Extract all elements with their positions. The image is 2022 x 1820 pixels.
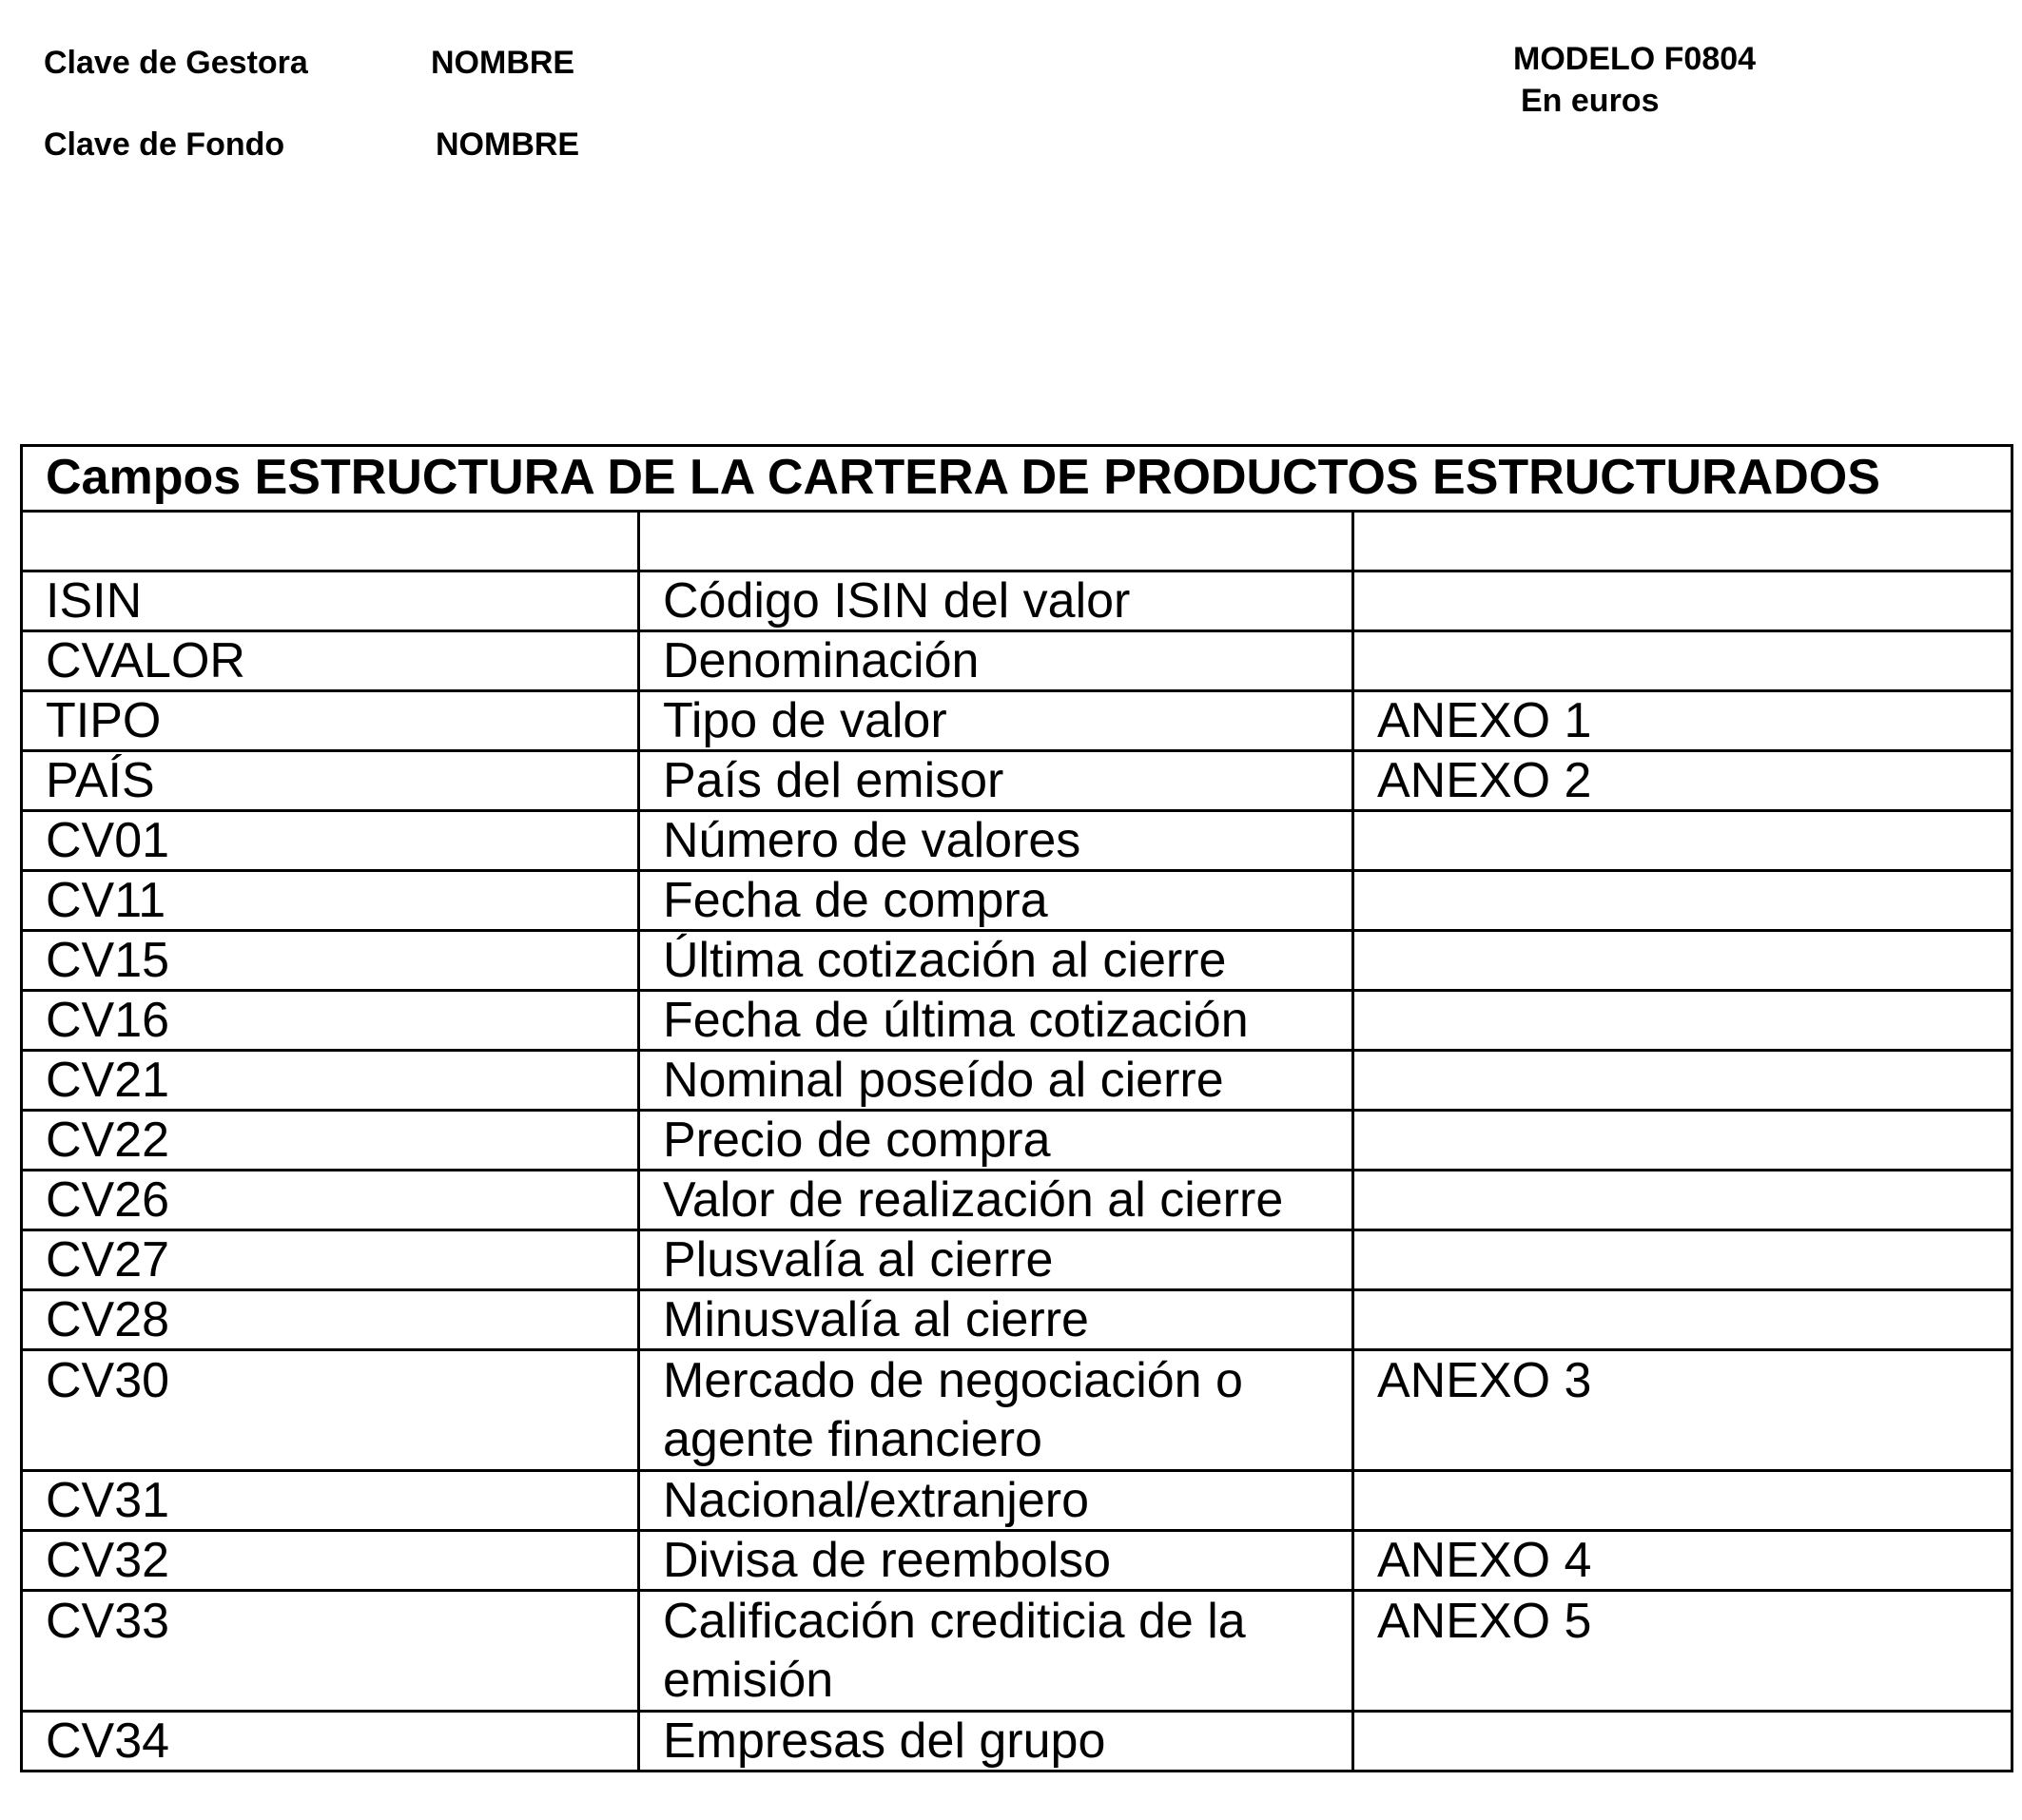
field-description-cell [639, 512, 1353, 571]
table-row [22, 571, 2012, 631]
annex-cell [1353, 1051, 2012, 1111]
table-title: Campos ESTRUCTURA DE LA CARTERA DE PRODUCTOS ESTRUCTURADOS [22, 446, 2012, 512]
field-code-cell: CV11 [22, 871, 639, 931]
table-row [22, 512, 2012, 571]
table-row [22, 1051, 2012, 1111]
field-description-cell: Última cotización al cierre [639, 931, 1353, 991]
fondo-nombre: NOMBRE [436, 126, 580, 163]
currency-note: En euros [1521, 83, 1660, 119]
table-row [22, 871, 2012, 931]
table-row [22, 1171, 2012, 1230]
annex-cell [1353, 512, 2012, 571]
field-description-cell: Valor de realización al cierre [639, 1171, 1353, 1230]
field-description-cell: Mercado de negociación o agente financiero [639, 1350, 1353, 1471]
table-row [22, 811, 2012, 871]
annex-cell [1353, 631, 2012, 691]
field-code-cell: TIPO [22, 691, 639, 751]
annex-cell: ANEXO 1 [1353, 691, 2012, 751]
field-description-cell: Nominal poseído al cierre [639, 1051, 1353, 1111]
field-code-cell: CVALOR [22, 631, 639, 691]
field-code-cell: CV32 [22, 1531, 639, 1591]
field-description-cell: Precio de compra [639, 1111, 1353, 1171]
field-description-cell: Minusvalía al cierre [639, 1290, 1353, 1350]
annex-cell: ANEXO 2 [1353, 751, 2012, 811]
field-description-cell: Código ISIN del valor [639, 571, 1353, 631]
annex-cell [1353, 1171, 2012, 1230]
field-description-cell: Fecha de última cotización [639, 991, 1353, 1051]
annex-cell: ANEXO 4 [1353, 1531, 2012, 1591]
table-row [22, 1350, 2012, 1471]
field-code-cell: CV34 [22, 1712, 639, 1772]
table-row [22, 1471, 2012, 1531]
annex-cell [1353, 811, 2012, 871]
field-code-cell: CV31 [22, 1471, 639, 1531]
modelo-code: MODELO F0804 [1513, 41, 1757, 77]
annex-cell: ANEXO 5 [1353, 1591, 2012, 1712]
field-code-cell: CV33 [22, 1591, 639, 1712]
field-description-cell: Número de valores [639, 811, 1353, 871]
fields-table [20, 444, 2013, 1772]
field-description-cell: Plusvalía al cierre [639, 1230, 1353, 1290]
field-description-cell: Fecha de compra [639, 871, 1353, 931]
table-row [22, 1290, 2012, 1350]
clave-fondo-label: Clave de Fondo [44, 126, 285, 163]
field-description-cell: Calificación crediticia de la emisión [639, 1591, 1353, 1712]
annex-cell [1353, 571, 2012, 631]
table-row [22, 931, 2012, 991]
table-row [22, 1531, 2012, 1591]
annex-cell [1353, 931, 2012, 991]
field-description-cell: Denominación [639, 631, 1353, 691]
table-row [22, 691, 2012, 751]
field-code-cell: CV21 [22, 1051, 639, 1111]
field-description-cell: Empresas del grupo [639, 1712, 1353, 1772]
field-code-cell: CV01 [22, 811, 639, 871]
clave-gestora-label: Clave de Gestora [44, 45, 308, 81]
table-row [22, 631, 2012, 691]
field-code-cell: CV27 [22, 1230, 639, 1290]
table-row [22, 751, 2012, 811]
annex-cell [1353, 1471, 2012, 1531]
field-code-cell: PAÍS [22, 751, 639, 811]
field-code-cell: CV26 [22, 1171, 639, 1230]
field-code-cell: CV16 [22, 991, 639, 1051]
table-row [22, 1712, 2012, 1772]
field-description-cell: Divisa de reembolso [639, 1531, 1353, 1591]
annex-cell [1353, 991, 2012, 1051]
table-row [22, 991, 2012, 1051]
field-code-cell: CV30 [22, 1350, 639, 1471]
annex-cell: ANEXO 3 [1353, 1350, 2012, 1471]
field-code-cell: CV28 [22, 1290, 639, 1350]
annex-cell [1353, 1111, 2012, 1171]
table-row [22, 1111, 2012, 1171]
annex-cell [1353, 1230, 2012, 1290]
field-code-cell: CV15 [22, 931, 639, 991]
table-body [22, 512, 2012, 1772]
annex-cell [1353, 871, 2012, 931]
table-row [22, 1230, 2012, 1290]
field-code-cell: ISIN [22, 571, 639, 631]
gestora-nombre: NOMBRE [431, 45, 575, 81]
annex-cell [1353, 1290, 2012, 1350]
table-row [22, 1591, 2012, 1712]
field-description-cell: Tipo de valor [639, 691, 1353, 751]
annex-cell [1353, 1712, 2012, 1772]
field-description-cell: País del emisor [639, 751, 1353, 811]
field-code-cell [22, 512, 639, 571]
field-description-cell: Nacional/extranjero [639, 1471, 1353, 1531]
field-code-cell: CV22 [22, 1111, 639, 1171]
